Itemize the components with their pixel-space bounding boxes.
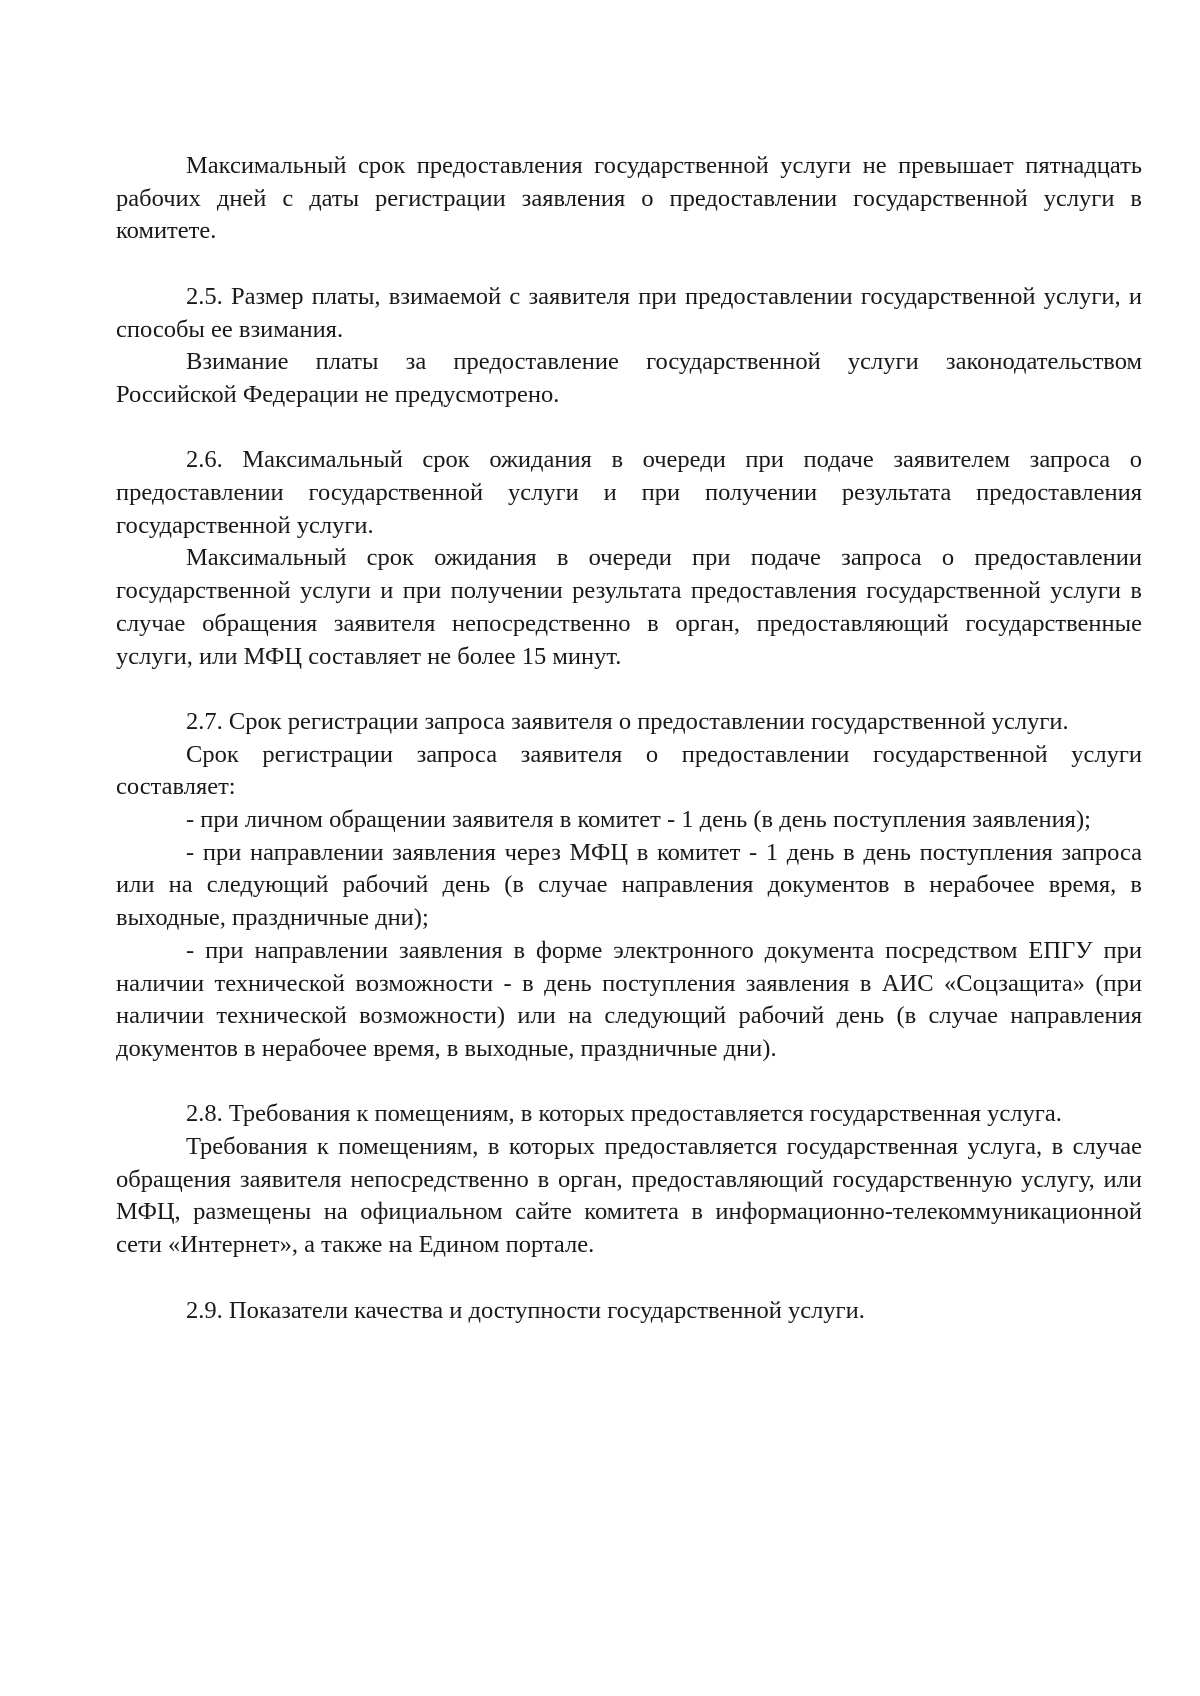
section-heading-2-6: 2.6. Максимальный срок ожидания в очереди при подаче заявителем запроса о предоставлении государственной услуги и при получении результата предоставления государственной услуги.: [116, 446, 1142, 539]
section-heading-2-7: 2.7. Срок регистрации запроса заявителя о предоставлении государственной услуги.: [186, 707, 1069, 735]
list-item-epgu: - при направлении заявления в форме электронного документа посредством ЕПГУ при наличии технической возможности - в день поступления заявления в АИС «Соцзащита» (при наличии технической возможности) или на следующий рабочий день (в случае направления документов в нерабочее время, в выходные, праздничные дни).: [116, 936, 1142, 1062]
paragraph-premises: Требования к помещениям, в которых предоставляется государственная услуга, в случае обращения заявителя непосредственно в орган, предоставляющий государственную услугу, или МФЦ, размещены на официальном сайте комитета в информационно-телекоммуникационной сети «Интернет», а также на Едином портале.: [116, 1133, 1142, 1259]
paragraph-queue-time: Максимальный срок ожидания в очереди при подаче запроса о предоставлении государственной услуги и при получении результата предоставления государственной услуги в случае обращения заявителя непосредственно в орган, предоставляющий государственные услуги, или МФЦ составляет не более 15 минут.: [116, 544, 1142, 670]
list-item-personal-visit: - при личном обращении заявителя в комитет - 1 день (в день поступления заявления);: [186, 806, 1091, 834]
section-heading-2-5: 2.5. Размер платы, взимаемой с заявителя при предоставлении государственной услуги, и способы ее взимания.: [116, 282, 1142, 343]
paragraph-max-term: Максимальный срок предоставления государственной услуги не превышает пятнадцать рабочих дней с даты регистрации заявления о предоставлении государственной услуги в комитете.: [116, 152, 1142, 245]
document-page: [116, 150, 1142, 1327]
list-item-mfc: - при направлении заявления через МФЦ в комитет - 1 день в день поступления запроса или на следующий рабочий день (в случае направления документов в нерабочее время, в выходные, праздничные дни);: [116, 838, 1142, 932]
section-heading-2-9: 2.9. Показатели качества и доступности государственной услуги.: [186, 1296, 865, 1324]
paragraph-fee: Взимание платы за предоставление государственной услуги законодательством Российской Федерации не предусмотрено.: [116, 348, 1142, 408]
section-heading-2-8: 2.8. Требования к помещениям, в которых предоставляется государственная услуга.: [186, 1100, 1062, 1128]
paragraph-registration-term: Срок регистрации запроса заявителя о предоставлении государственной услуги составляет:: [116, 740, 1142, 801]
